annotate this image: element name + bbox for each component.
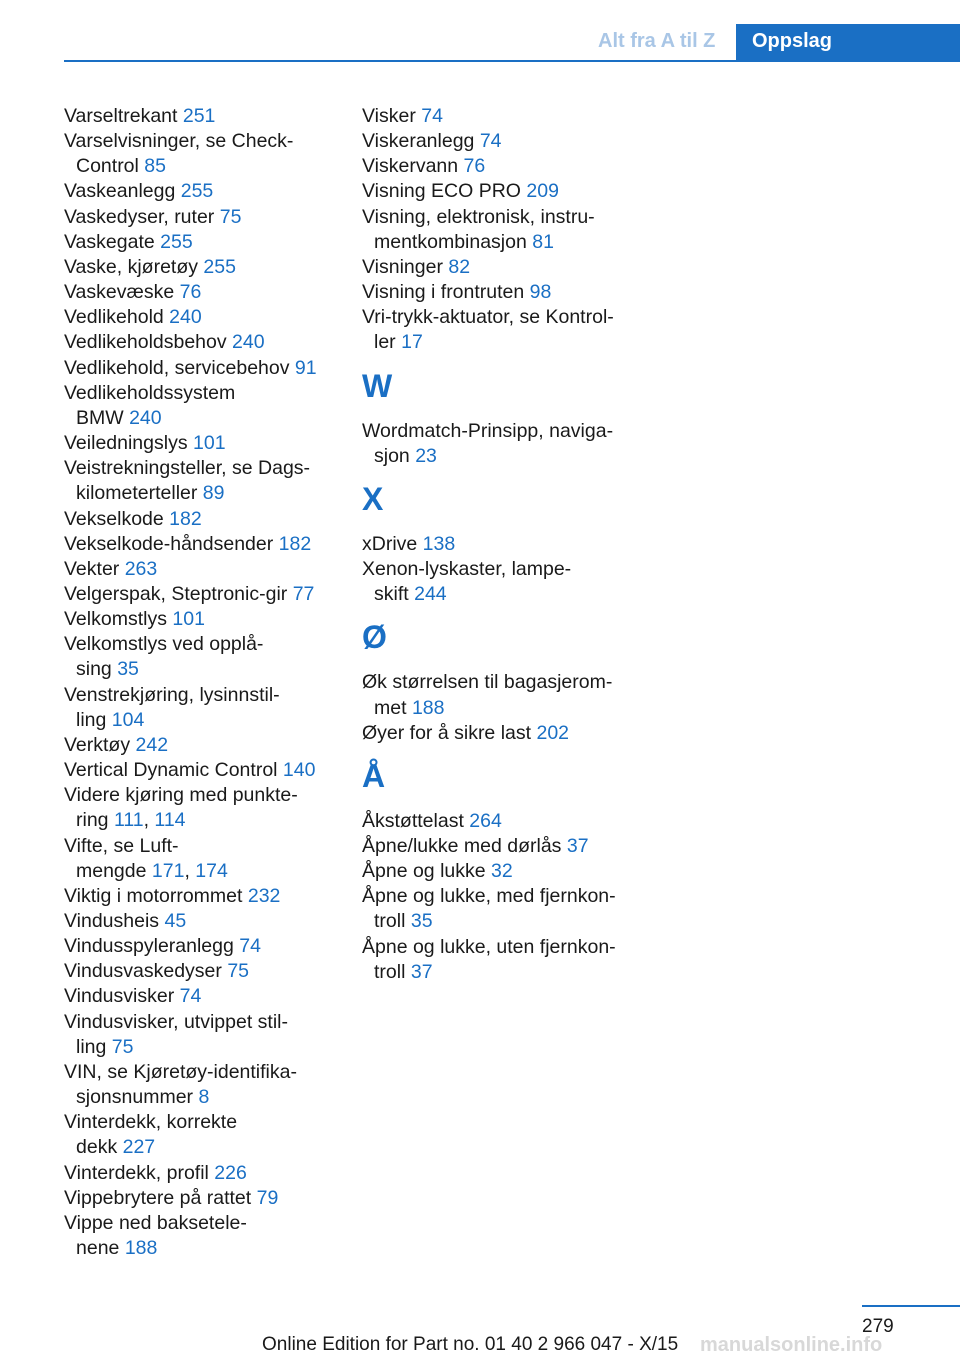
index-entry-text: ler: [374, 331, 402, 354]
header-section-title[interactable]: Alt fra A til Z: [598, 30, 716, 52]
index-entry-text: Vinterdekk, korrekte: [64, 1111, 238, 1134]
index-entry: [64, 129, 344, 179]
index-entry: [64, 959, 344, 984]
index-entry: [64, 305, 344, 330]
index-entry: [64, 683, 344, 733]
page-reference-link[interactable]: 89: [202, 482, 225, 505]
index-letter-heading: Å: [362, 757, 386, 794]
index-entry: [64, 431, 344, 456]
index-entry-text: Vindusvisker: [64, 985, 180, 1008]
page-reference-link[interactable]: 263: [124, 557, 158, 580]
index-entry-text: Xenon-lyskaster, lampe-: [362, 558, 572, 581]
page-reference-link[interactable]: 226: [214, 1161, 247, 1184]
index-entry: [362, 809, 652, 834]
page-reference-link[interactable]: 114: [154, 809, 186, 832]
index-entry-text: Velkomstlys: [64, 608, 173, 631]
index-entry: [362, 154, 652, 179]
index-entry-text: Øyer for å sikre last: [362, 721, 537, 744]
index-entry: [64, 632, 344, 682]
page-reference-link[interactable]: 23: [415, 444, 437, 467]
index-entry: [362, 129, 652, 154]
page-reference-link[interactable]: 91: [294, 356, 317, 379]
index-entry-text: nene: [76, 1237, 125, 1260]
page-reference-link[interactable]: 82: [448, 255, 471, 278]
index-entry: [64, 255, 344, 280]
page-reference-link[interactable]: 77: [292, 582, 315, 605]
header-rule: [64, 60, 960, 62]
index-letter-heading: W: [362, 367, 393, 404]
index-entry: [64, 104, 344, 129]
index-entry-text: Velkomstlys ved opplå-: [64, 633, 264, 656]
index-entry: [64, 1161, 344, 1186]
index-entry: [362, 557, 652, 607]
index-entry-text: Visker: [362, 105, 422, 127]
page-reference-link[interactable]: 101: [172, 608, 205, 631]
index-entry-text: Vinterdekk, profil: [64, 1161, 215, 1184]
page-reference-link[interactable]: 240: [129, 406, 162, 429]
index-entry-text: Visning ECO PRO: [362, 180, 527, 203]
index-entry: [64, 381, 344, 431]
index-entry: [362, 532, 652, 557]
page-number: 279: [862, 1316, 894, 1337]
index-entry-text: Åpne og lukke, uten fjernkon-: [362, 935, 616, 958]
index-entry-text: Visning i frontruten: [362, 281, 530, 304]
page-reference-link[interactable]: 98: [529, 281, 552, 304]
index-entry: [64, 909, 344, 934]
page-reference-link[interactable]: 138: [422, 532, 456, 555]
index-entry-text: Visninger: [362, 255, 449, 278]
page-reference-link[interactable]: 255: [180, 180, 214, 203]
index-entry: [64, 984, 344, 1009]
index-entry-text: Velgerspak, Steptronic-gir: [64, 582, 293, 605]
index-entry: [64, 230, 344, 255]
index-entry-text: sing: [76, 658, 118, 681]
index-entry-text: Åpne/lukke med dørlås: [362, 834, 567, 857]
index-entry-text: Varseltrekant: [64, 105, 183, 127]
index-entry: [64, 884, 344, 909]
page-reference-link[interactable]: 171: [151, 859, 185, 882]
index-entry-text: met: [374, 696, 412, 719]
page-reference-link[interactable]: 37: [410, 960, 433, 983]
index-entry-text: Vindusheis: [64, 910, 165, 932]
index-entry-text: kilometerteller: [76, 482, 203, 505]
page-reference-link[interactable]: 76: [179, 281, 202, 304]
index-entry: [64, 834, 344, 884]
index-entry-text: Vindusvisker, utvippet stil-: [64, 1010, 288, 1033]
page-reference-link[interactable]: 74: [179, 985, 202, 1008]
page-reference-link[interactable]: 255: [203, 255, 236, 278]
index-entry-text: Veistrekningsteller, se Dags-: [64, 457, 311, 480]
page-reference-link[interactable]: 104: [111, 708, 145, 731]
index-entry: [362, 305, 652, 355]
index-entry: [64, 1186, 344, 1211]
index-entry: [64, 507, 344, 532]
page-reference-link[interactable]: 111: [113, 809, 144, 832]
page-reference-link[interactable]: 240: [169, 306, 202, 329]
page-reference-link[interactable]: 75: [227, 960, 250, 983]
index-entry: [64, 607, 344, 632]
index-entry-text: ring: [76, 809, 114, 832]
watermark: manualsonline.info: [700, 1334, 883, 1356]
index-entry-text: Control: [76, 155, 145, 178]
index-entry: [362, 859, 652, 884]
index-entry-text: Videre kjøring med punkte-: [64, 784, 298, 807]
page-reference-link[interactable]: 242: [135, 733, 169, 756]
page-reference-link[interactable]: 32: [491, 860, 513, 883]
index-entry-text: sjonsnummer: [76, 1086, 199, 1109]
index-entry-text: Vindusvaskedyser: [64, 960, 228, 983]
page-reference-link[interactable]: 264: [469, 809, 502, 832]
index-entry: [64, 205, 344, 230]
page-reference-link[interactable]: 188: [124, 1237, 158, 1260]
index-entry-text: Vaskeanlegg: [64, 180, 181, 203]
index-entry-text: Vekter: [64, 557, 125, 580]
index-entry-text: mentkombinasjon: [374, 230, 533, 253]
page-reference-link[interactable]: 182: [169, 507, 202, 530]
page-reference-link[interactable]: 76: [463, 155, 486, 178]
index-entry-text: Vaskedyser, ruter: [64, 205, 220, 228]
page-separator: ,: [143, 809, 155, 832]
page-reference-link[interactable]: 74: [239, 935, 261, 958]
index-entry: [64, 330, 344, 355]
index-entry: [64, 733, 344, 758]
index-entry: [64, 582, 344, 607]
page-reference-link[interactable]: 240: [232, 331, 265, 354]
page-reference-link[interactable]: 17: [401, 331, 423, 354]
page-reference-link[interactable]: 81: [532, 230, 554, 253]
index-entry-text: Veiledningslys: [64, 432, 193, 455]
index-entry-text: Venstrekjøring, lysinnstil-: [64, 683, 280, 706]
index-entry: [64, 356, 344, 381]
index-entry: [64, 179, 344, 204]
index-entry-text: ling: [76, 1035, 112, 1058]
page-reference-link[interactable]: 188: [411, 696, 445, 719]
index-entry-text: Vippebrytere på rattet: [64, 1186, 257, 1209]
page-reference-link[interactable]: 232: [247, 884, 281, 907]
edition-note: Online Edition for Part no. 01 40 2 966 047 - X/15: [262, 1334, 679, 1355]
index-entry-text: Vaskevæske: [64, 281, 180, 304]
index-entry-text: BMW: [76, 406, 130, 429]
page-reference-link[interactable]: 74: [479, 130, 502, 153]
index-entry-text: Varselvisninger, se Check-: [64, 130, 294, 153]
page-reference-link[interactable]: 45: [164, 910, 187, 932]
page-reference-link[interactable]: 74: [421, 105, 443, 127]
index-entry: [64, 1060, 344, 1110]
index-entry: [64, 758, 344, 783]
index-entry-text: Viskeranlegg: [362, 130, 480, 153]
index-entry-text: Vekselkode: [64, 507, 170, 530]
index-entry-text: xDrive: [362, 532, 423, 555]
index-entry-text: Vekselkode-håndsender: [64, 532, 279, 555]
index-entry-text: Vaskegate: [64, 230, 161, 253]
index-entry-text: Vertical Dynamic Control: [64, 759, 283, 782]
index-entry: [64, 783, 344, 833]
page-reference-link[interactable]: 8: [198, 1086, 210, 1109]
page-reference-link[interactable]: 182: [278, 532, 312, 555]
page-reference-link[interactable]: 227: [122, 1136, 156, 1159]
page-reference-link[interactable]: 35: [117, 658, 139, 681]
index-entry-text: Vedlikeholdssystem: [64, 381, 236, 404]
index-entry: [362, 104, 652, 129]
page-reference-link[interactable]: 79: [256, 1186, 279, 1209]
index-entry-text: Vaske, kjøretøy: [64, 255, 204, 278]
index-entry-text: Vedlikehold, servicebehov: [64, 356, 295, 379]
index-entry: [64, 280, 344, 305]
index-entry-text: Wordmatch-Prinsipp, naviga-: [362, 419, 614, 442]
index-entry: [64, 1010, 344, 1060]
page-reference-link[interactable]: 174: [195, 859, 228, 882]
index-column-left: [64, 104, 344, 1261]
page-reference-link[interactable]: 37: [566, 834, 589, 857]
index-entry: [362, 419, 652, 469]
index-entry: [362, 721, 652, 746]
index-entry-text: Vedlikeholdsbehov: [64, 331, 233, 354]
page-reference-link[interactable]: 140: [282, 759, 316, 782]
index-entry-text: Øk størrelsen til bagasjerom-: [362, 671, 613, 694]
index-entry-text: Åkstøttelast: [362, 809, 470, 832]
index-entry: [64, 1110, 344, 1160]
index-entry-text: skift: [374, 583, 415, 606]
index-entry: [64, 934, 344, 959]
index-entry: [362, 179, 652, 204]
page-reference-link[interactable]: 255: [160, 230, 193, 253]
index-entry: [362, 255, 652, 280]
page-reference-link[interactable]: 202: [536, 721, 570, 744]
footer-rule: [862, 1305, 960, 1307]
index-entry: [64, 1211, 344, 1261]
header-tab-oppslag[interactable]: Oppslag: [736, 24, 960, 62]
index-entry-text: Vri-trykk-aktuator, se Kontrol-: [362, 306, 614, 329]
page-reference-link[interactable]: 251: [182, 105, 216, 127]
index-entry-text: ling: [76, 708, 112, 731]
index-letter-heading: X: [362, 480, 384, 517]
index-entry-text: troll: [374, 960, 411, 983]
index-entry: [362, 834, 652, 859]
index-entry-text: troll: [374, 910, 411, 933]
index-entry-text: Viktig i motorrommet: [64, 884, 248, 907]
index-entry-text: Vedlikehold: [64, 306, 170, 329]
index-entry-text: VIN, se Kjøretøy-identifika-: [64, 1060, 297, 1083]
page-reference-link[interactable]: 85: [144, 155, 166, 178]
index-entry: [64, 557, 344, 582]
page-reference-link[interactable]: 75: [111, 1035, 134, 1058]
index-letter-heading: Ø: [362, 619, 387, 656]
index-entry-text: mengde: [76, 859, 152, 882]
index-entry-text: dekk: [76, 1136, 123, 1159]
index-entry: [362, 205, 652, 255]
index-entry-text: Vippe ned baksetele-: [64, 1211, 247, 1234]
index-entry-text: Viskervann: [362, 155, 464, 178]
index-entry: [362, 935, 652, 985]
page-reference-link[interactable]: 244: [414, 583, 447, 606]
index-entry: [362, 884, 652, 934]
index-entry: [64, 532, 344, 557]
index-entry-text: Åpne og lukke: [362, 860, 492, 883]
index-entry-text: sjon: [374, 444, 416, 467]
index-entry-text: Åpne og lukke, med fjernkon-: [362, 885, 616, 908]
page-reference-link[interactable]: 101: [193, 432, 226, 455]
index-entry-text: Visning, elektronisk, instru-: [362, 205, 595, 228]
index-column-right: [362, 104, 652, 985]
page-reference-link[interactable]: 75: [219, 205, 242, 228]
index-entry: [362, 670, 652, 720]
page-reference-link[interactable]: 35: [410, 910, 433, 933]
index-entry-text: Vifte, se Luft-: [64, 834, 179, 857]
index-entry-text: Vindusspyleranlegg: [64, 935, 240, 958]
index-entry-text: Verktøy: [64, 733, 136, 756]
page-reference-link[interactable]: 209: [526, 180, 559, 203]
index-entry: [64, 456, 344, 506]
index-entry: [362, 280, 652, 305]
page-separator: ,: [184, 859, 196, 882]
